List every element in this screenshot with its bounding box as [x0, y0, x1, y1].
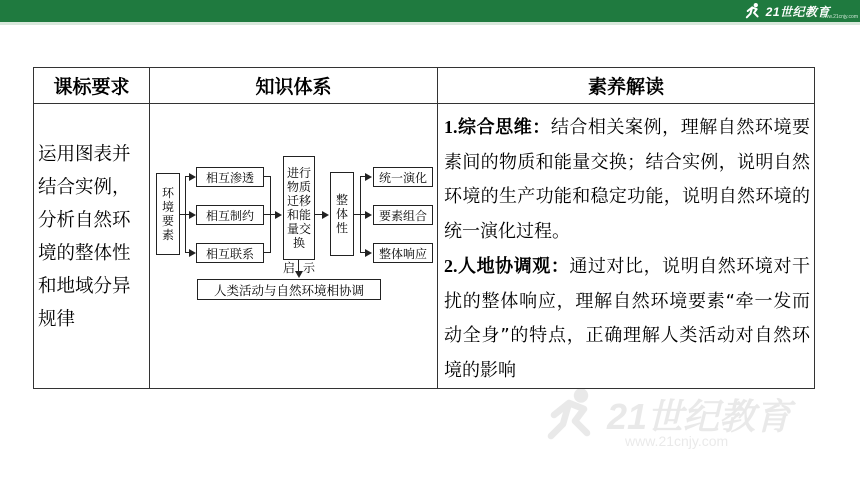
requirement-line: 分析自然环 — [38, 210, 131, 231]
brand-logo — [745, 1, 830, 21]
banner-stripe — [0, 22, 860, 25]
curriculum-cell — [34, 104, 150, 389]
literacy-cell — [438, 104, 815, 389]
outcome-response-box: 整体响应 — [373, 243, 433, 263]
watermark-text: 21世纪教育 — [607, 396, 792, 437]
watermark-logo — [545, 385, 845, 455]
watermark-runner-icon — [545, 385, 605, 445]
header-literacy: 素养解读 — [438, 68, 815, 104]
item1-title: 1.综合思维： — [444, 117, 551, 137]
item2-text: 通过对比，说明自然环境对干扰的整体响应，理解自然环境要素“牵一发而动全身”的特点，正确理解人类活动对自然环境的影响 — [444, 256, 811, 381]
relation-connect-box: 相互联系 — [196, 243, 264, 263]
requirement-line: 境的整体性 — [38, 243, 131, 264]
logo-url: www.21cnjy.com — [821, 14, 858, 20]
outcome-evolution-box: 统一演化 — [373, 167, 433, 187]
knowledge-diagram-cell — [150, 104, 438, 389]
item2-title: 2.人地协调观： — [444, 256, 570, 276]
human-harmony-box: 人类活动与自然环境相协调 — [197, 279, 381, 300]
content-row — [34, 104, 815, 389]
header-knowledge: 知识体系 — [150, 68, 438, 104]
inspire-label: 启 — [283, 261, 296, 275]
env-elements-box: 环 境 要 素 — [156, 173, 180, 255]
header-row — [34, 68, 815, 104]
item1-text: 结合相关案例，理解自然环境要素间的物质和能量交换；结合实例，说明自然环境的生产功能和稳定功能，说明自然环境的统一演化过程。 — [444, 117, 811, 242]
watermark-url: www.21cnjy.com — [625, 433, 729, 449]
logo-text: 21世纪教育 — [765, 4, 830, 19]
requirement-line: 运用图表并 — [38, 144, 131, 165]
exchange-box: 进行 物质 迁移 和能 量交 换 — [283, 156, 315, 260]
show-label: 示 — [303, 261, 316, 275]
requirement-line: 规律 — [38, 309, 76, 330]
top-banner — [0, 0, 860, 22]
wholeness-box: 整 体 性 — [330, 172, 354, 256]
outcome-combination-box: 要素组合 — [373, 205, 433, 225]
header-curriculum: 课标要求 — [34, 68, 150, 104]
relation-permeate-box: 相互渗透 — [196, 167, 264, 187]
requirement-line: 结合实例， — [38, 177, 131, 198]
requirement-line: 和地域分异 — [38, 276, 131, 297]
relation-restrict-box: 相互制约 — [196, 205, 264, 225]
runner-logo-icon — [745, 2, 763, 20]
lesson-table — [33, 67, 815, 389]
